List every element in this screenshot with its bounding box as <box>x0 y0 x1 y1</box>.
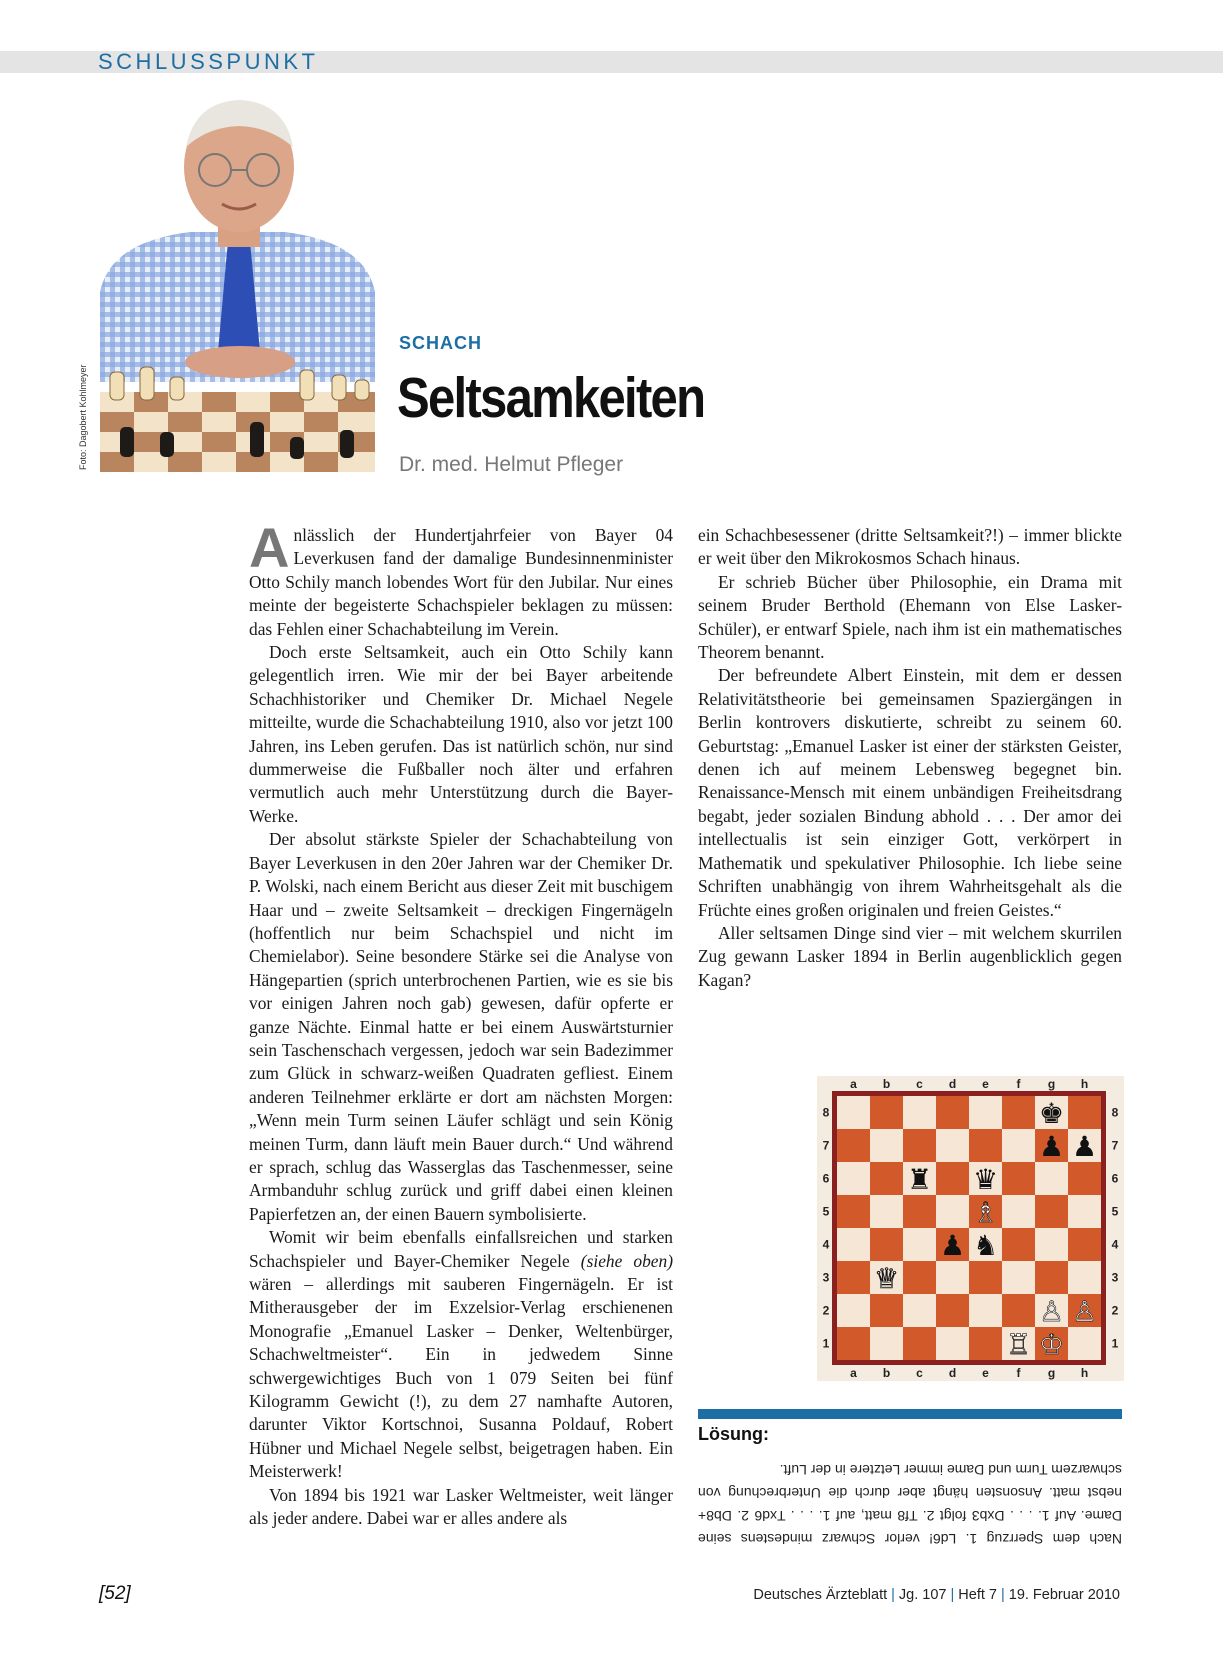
board-square <box>1002 1129 1035 1162</box>
board-square <box>903 1327 936 1360</box>
file-label-top: h <box>1080 1077 1089 1091</box>
solution-text <box>698 1458 1122 1550</box>
board-square <box>936 1096 969 1129</box>
page-number: [52] <box>99 1583 131 1604</box>
board-square <box>936 1327 969 1360</box>
chess-board <box>817 1076 1124 1381</box>
board-square <box>903 1261 936 1294</box>
chess-piece-c6: ♜ <box>906 1163 933 1196</box>
chess-piece-f1: ♖ <box>1005 1328 1032 1361</box>
board-square <box>870 1162 903 1195</box>
rank-label-left: 8 <box>822 1105 830 1120</box>
board-square <box>1002 1195 1035 1228</box>
board-square <box>903 1294 936 1327</box>
file-label-top: d <box>948 1077 957 1091</box>
chess-piece-h7: ♟ <box>1071 1130 1098 1163</box>
board-square <box>1002 1096 1035 1129</box>
rank-label-right: 6 <box>1111 1171 1119 1186</box>
drop-cap: A <box>249 516 290 579</box>
board-square <box>903 1129 936 1162</box>
rank-label-left: 1 <box>822 1336 830 1351</box>
paragraph-3: Der absolut stärkste Spieler der Schachabteilung von Bayer Leverkusen in den 20er Jahren war der Chemiker Dr. P. Wolski, nach einem Bericht aus dieser Zeit mit buschigem Haar und – zweite Seltsamkeit – dreckigen Fingernägeln (hoffentlich nur beim Schachspiel und nicht im Chemielabor). Seine besondere Stärke sei die Analyse von Hängepartien (sprich unterbrochenen Partien, wie es sie bis vor einigen Jahren noch gab) gewesen, dafür opferte er ganze Nächte. Einmal hatte er bei einem Auswärtsturnier sein Taschenschach vergessen, jedoch war sein Badezimmer zum Glück in schwarz-weißen Quadraten gefliest. Einem anderen Teilnehmer erklärte er dort am nächsten Morgen: „Wenn mein Turm seinen Läufer schlägt und sein König meinen Turm, dann läuft mein Bauer durch.“ Und während er sprach, schlug das Wasserglas das Taschenmesser, seine Armbanduhr schlug zurück und griff dabei einen kleinen Papierfetzen an, der einen Bauern symbolisierte. <box>249 829 673 1224</box>
journal-footer: Deutsches Ärzteblatt | Jg. 107 | Heft 7 | 19. Februar 2010 <box>753 1587 1120 1603</box>
file-label-bottom: a <box>850 1366 857 1380</box>
board-square <box>837 1261 870 1294</box>
author-photo <box>100 92 375 472</box>
solution-line: Nach dem Sperrzug 1. Ld6! verlor Schwarz mindestens seine Dame. Auf 1. . . . Dxb3 folgt 2. Tf8 matt, auf 1. . . . Txd6 2. Db8+ nebst matt. Ansonsten hängt aber durch die Unterbrechung von schwarzem Turm und Dame immer Letztere in der Luft. <box>698 1462 1122 1547</box>
board-square <box>1035 1261 1068 1294</box>
board-square <box>837 1129 870 1162</box>
chess-piece-h2: ♙ <box>1071 1295 1098 1328</box>
paragraph-5-continued: ein Schachbesessener (dritte Seltsamkeit?!) – immer blickte er weit über den Mikrokosmos Schach hinaus. <box>698 525 1122 569</box>
board-square <box>903 1228 936 1261</box>
board-square <box>837 1096 870 1129</box>
board-square <box>837 1228 870 1261</box>
author-name: Dr. med. Helmut Pfleger <box>399 453 624 476</box>
file-label-bottom: f <box>1016 1366 1021 1380</box>
journal-date: 19. Februar 2010 <box>1008 1587 1120 1603</box>
journal-volume: Jg. 107 <box>898 1587 947 1603</box>
paragraph-5: Von 1894 bis 1921 war Lasker Weltmeister, weit länger als jeder andere. Dabei war er alles andere als <box>249 1484 673 1529</box>
file-label-top: e <box>982 1077 989 1091</box>
file-label-bottom: g <box>1047 1366 1056 1380</box>
rank-label-right: 5 <box>1111 1204 1119 1219</box>
board-square <box>903 1195 936 1228</box>
board-square <box>870 1228 903 1261</box>
rank-label-right: 1 <box>1111 1336 1119 1351</box>
rank-label-right: 7 <box>1111 1138 1119 1153</box>
file-label-top: f <box>1016 1077 1021 1091</box>
paragraph-2: Doch erste Seltsamkeit, auch ein Otto Schily kann gelegentlich irren. Wie mir der bei Bayer arbeitende Schachhistoriker und Chemiker Dr. Michael Negele mitteilte, wurde die Schachabteilung 1910, also vor jetzt 100 Jahren, ins Leben gerufen. Das ist natürlich schön, nur sind dummerweise die Fußballer noch älter und erfahren vermutlich auch mehr Unterstützung durch die Bayer-Werke. <box>249 642 673 826</box>
chess-piece-g1: ♔ <box>1038 1328 1065 1361</box>
file-label-top: g <box>1047 1077 1056 1091</box>
article-column-2 <box>698 524 1122 992</box>
rank-label-right: 4 <box>1111 1237 1119 1252</box>
chess-diagram <box>817 1076 1124 1381</box>
chess-piece-g2: ♙ <box>1038 1295 1065 1328</box>
board-square <box>969 1294 1002 1327</box>
rank-label-left: 3 <box>822 1270 830 1285</box>
file-label-top: c <box>916 1077 923 1091</box>
chess-piece-g7: ♟ <box>1038 1130 1065 1163</box>
board-square <box>1035 1195 1068 1228</box>
section-label: SCHLUSSPUNKT <box>98 49 319 74</box>
board-square <box>870 1294 903 1327</box>
board-square <box>969 1327 1002 1360</box>
rank-label-left: 4 <box>822 1237 830 1252</box>
paragraph-8: Aller seltsamen Dinge sind vier – mit welchem skurrilen Zug gewann Lasker 1894 in Berlin augenblicklich gegen Kagan? <box>698 922 1122 990</box>
board-square <box>936 1261 969 1294</box>
board-square <box>936 1162 969 1195</box>
board-square <box>969 1261 1002 1294</box>
rank-label-right: 2 <box>1111 1303 1119 1318</box>
rank-label-right: 8 <box>1111 1105 1119 1120</box>
file-label-bottom: c <box>916 1366 923 1380</box>
article-title: Seltsamkeiten <box>397 366 705 430</box>
board-square <box>870 1195 903 1228</box>
board-square <box>969 1096 1002 1129</box>
rank-label-right: 3 <box>1111 1270 1119 1285</box>
board-square <box>936 1129 969 1162</box>
rank-label-left: 2 <box>822 1303 830 1318</box>
board-square <box>1068 1162 1101 1195</box>
board-square <box>903 1096 936 1129</box>
solution-divider <box>698 1409 1122 1419</box>
chess-piece-e5: ♗ <box>972 1196 999 1229</box>
board-square <box>936 1294 969 1327</box>
kicker: SCHACH <box>399 333 483 353</box>
chess-piece-g8: ♚ <box>1038 1097 1065 1130</box>
rank-label-left: 7 <box>822 1138 830 1153</box>
chess-piece-e4: ♞ <box>972 1229 999 1262</box>
board-square <box>1035 1162 1068 1195</box>
file-label-bottom: h <box>1080 1366 1089 1380</box>
rank-label-left: 5 <box>822 1204 830 1219</box>
board-square <box>870 1129 903 1162</box>
board-square <box>1002 1228 1035 1261</box>
board-square <box>837 1195 870 1228</box>
paragraph-1: Anlässlich der Hundertjahrfeier von Bayer 04 Leverkusen fand der damalige Bundesinnenminister Otto Schily manch lobendes Wort für den Jubilar. Nur eines meinte der begeisterte Schachspieler beklagen zu müssen: das Fehlen einer Schachabteilung im Verein. <box>249 516 673 639</box>
chess-piece-d4: ♟ <box>939 1229 966 1262</box>
file-label-bottom: e <box>982 1366 989 1380</box>
board-square <box>837 1162 870 1195</box>
board-square <box>1068 1195 1101 1228</box>
paragraph-4: Womit wir beim ebenfalls einfallsreichen und starken Schachspieler und Bayer-Chemiker Negele (siehe oben) wären – allerdings mit sauberen Fingernägeln. Er ist Mitherausgeber der im Exzelsior-Verlag erschienenen Monografie „Emanuel Lasker – Denker, Weltenbürger, Schachweltmeister“. Ein in jedwedem Sinne schwergewichtiges Buch von 1 079 Seiten bei fünf Kilogramm Gewicht (!), zu dem 27 namhafte Autoren, darunter Viktor Kortschnoi, Susanna Poldauf, Robert Hübner und Michael Negele selbst, beigetragen haben. Ein Meisterwerk! <box>249 1227 674 1482</box>
photo-credit: Foto: Dagobert Kohlmeyer <box>78 364 88 470</box>
journal-issue: Heft 7 <box>958 1587 997 1603</box>
board-square <box>1068 1096 1101 1129</box>
board-square <box>1068 1228 1101 1261</box>
board-square <box>837 1294 870 1327</box>
article-column-1 <box>249 516 674 1530</box>
file-label-bottom: b <box>882 1366 891 1380</box>
chess-piece-b3: ♕ <box>873 1262 900 1295</box>
file-label-top: b <box>882 1077 891 1091</box>
board-square <box>969 1129 1002 1162</box>
journal-name: Deutsches Ärzteblatt <box>753 1587 888 1603</box>
paragraph-7: Der befreundete Albert Einstein, mit dem er dessen Relativitätstheorie bei gemeinsamen Spaziergängen in Berlin kontrovers diskutierte, schreibt zu seinem 60. Geburtstag: „Emanuel Lasker ist einer der stärksten Geister, denen ich auf meinem Lebensweg begegnet bin. Renaissance-Mensch mit einem unbändigen Freiheitsdrang begabt, jeder sozialen Bindung abhold . . . Der amor dei intellectualis ist sein einziger Gott, verkörpert in Mathematik und spekulativer Philosophie. Ich liebe seine Schriften unabhängig von ihrem Wahrheitsgehalt als die Früchte eines großen originalen und freien Geistes.“ <box>698 665 1122 920</box>
board-square <box>1068 1261 1101 1294</box>
board-square <box>936 1195 969 1228</box>
paragraph-6: Er schrieb Bücher über Philosophie, ein Drama mit seinem Bruder Berthold (Ehemann von Else Lasker-Schüler), er entwarf Spiele, nach ihm ist ein mathematisches Theorem benannt. <box>698 571 1122 663</box>
board-square <box>1035 1228 1068 1261</box>
file-label-top: a <box>850 1077 857 1091</box>
board-square <box>1068 1327 1101 1360</box>
chess-piece-e6: ♛ <box>972 1163 999 1196</box>
file-label-bottom: d <box>948 1366 957 1380</box>
board-square <box>870 1327 903 1360</box>
rank-label-left: 6 <box>822 1171 830 1186</box>
board-square <box>1002 1294 1035 1327</box>
board-square <box>837 1327 870 1360</box>
board-square <box>1002 1261 1035 1294</box>
portrait-illustration <box>100 92 375 472</box>
board-square <box>870 1096 903 1129</box>
solution-title: Lösung: <box>698 1424 769 1444</box>
board-square <box>1002 1162 1035 1195</box>
